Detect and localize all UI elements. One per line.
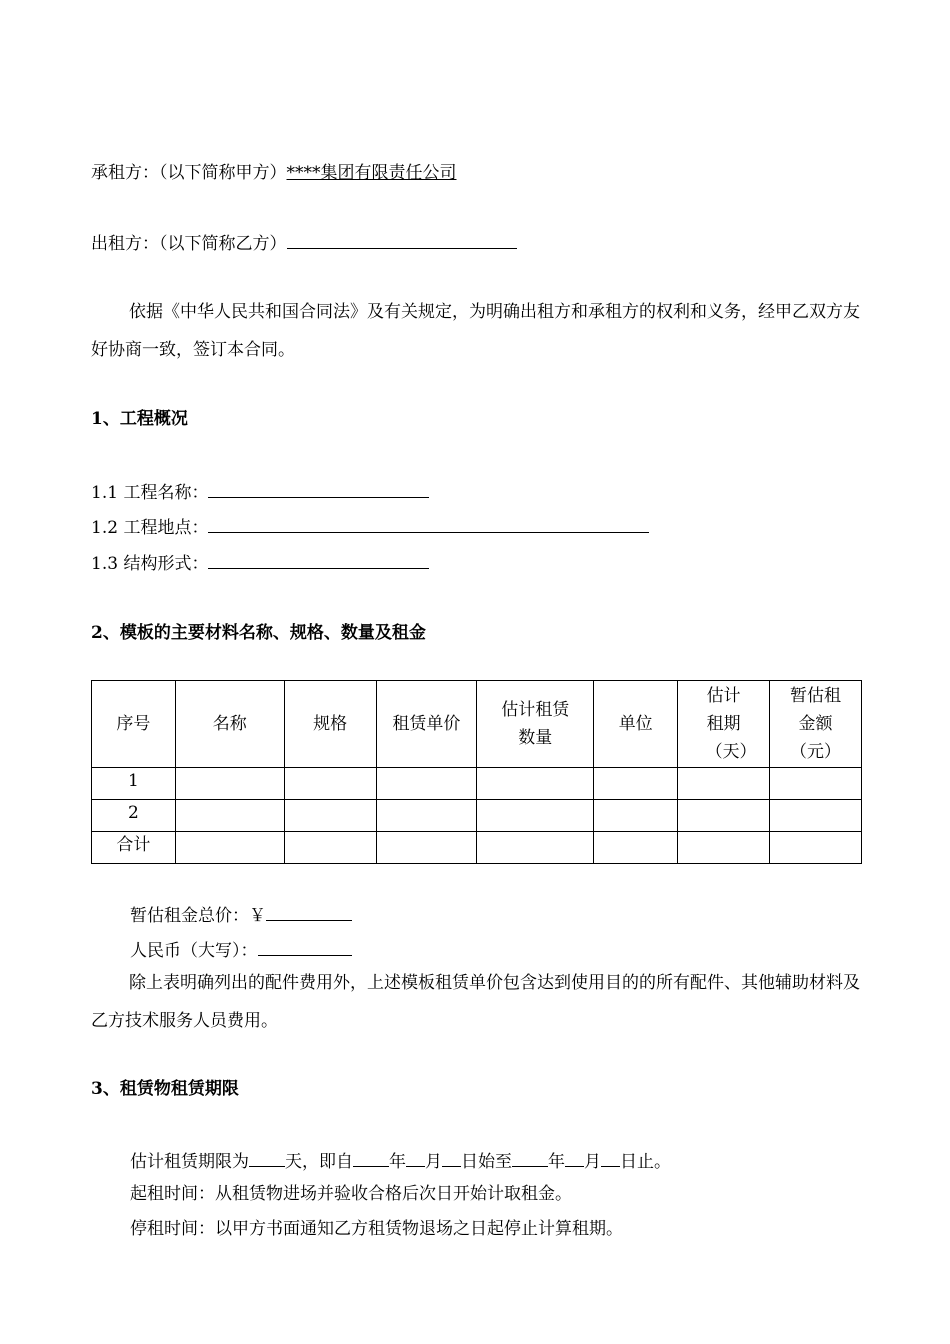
year-blank <box>512 1148 548 1167</box>
period-text: 年 <box>389 1152 406 1172</box>
table-cell <box>678 800 770 832</box>
total-label: 暂估租金总价：￥ <box>130 906 266 926</box>
table-cell <box>284 832 376 864</box>
table-header-row <box>92 681 862 768</box>
header-cell: 暂估租金额（元） <box>770 681 862 768</box>
start-rent-line: 起租时间：从租赁物进场并验收合格后次日开始计取租金。 <box>130 1184 572 1204</box>
table-cell: 1 <box>92 768 176 800</box>
intro-paragraph: 依据《中华人民共和国合同法》及有关规定，为明确出租方和承租方的权利和义务，经甲乙双方友好协商一致，签订本合同。 <box>91 302 860 360</box>
period-line <box>130 1148 671 1174</box>
structure-blank <box>208 550 429 569</box>
month-blank <box>406 1148 425 1167</box>
period-text: 估计租赁期限为 <box>130 1152 249 1172</box>
section2-title: 2、模板的主要材料名称、规格、数量及租金 <box>91 623 426 643</box>
table-cell <box>594 768 678 800</box>
project-name-label: 1.1 工程名称： <box>91 483 209 503</box>
period-text: 月 <box>425 1152 442 1172</box>
project-site-line <box>91 514 649 540</box>
lessee-line <box>91 161 457 185</box>
table-cell <box>284 768 376 800</box>
month-blank <box>565 1148 584 1167</box>
section3-title: 3、租赁物租赁期限 <box>91 1079 239 1099</box>
header-cell: 序号 <box>92 681 176 768</box>
total-line <box>130 902 352 928</box>
table-cell <box>678 832 770 864</box>
table-cell <box>376 800 477 832</box>
year-blank <box>353 1148 389 1167</box>
header-cell: 名称 <box>175 681 284 768</box>
table-cell <box>477 832 594 864</box>
table-cell <box>376 832 477 864</box>
period-text: 日始至 <box>461 1152 512 1172</box>
header-cell: 估计租期（天） <box>678 681 770 768</box>
day-blank <box>601 1148 620 1167</box>
structure-label: 1.3 结构形式： <box>91 554 209 574</box>
header-cell: 估计租赁数量 <box>477 681 594 768</box>
rmb-blank <box>258 937 352 956</box>
total-blank <box>266 902 352 921</box>
header-cell: 租赁单价 <box>376 681 477 768</box>
stop-rent-line: 停租时间：以甲方书面通知乙方租赁物退场之日起停止计算租期。 <box>130 1219 623 1239</box>
table-cell <box>175 800 284 832</box>
rmb-label: 人民币（大写）： <box>130 941 258 961</box>
project-site-label: 1.2 工程地点： <box>91 518 209 538</box>
lessee-name: ****集团有限责任公司 <box>286 163 457 183</box>
day-blank <box>442 1148 461 1167</box>
table-cell: 2 <box>92 800 176 832</box>
project-name-line <box>91 479 429 505</box>
days-blank <box>249 1148 285 1167</box>
structure-line <box>91 550 429 576</box>
project-name-blank <box>208 479 429 498</box>
table-cell <box>175 768 284 800</box>
table-cell <box>175 832 284 864</box>
note-paragraph: 除上表明确列出的配件费用外，上述模板租赁单价包含达到使用目的的所有配件、其他辅助材料及乙方技术服务人员费用。 <box>91 973 860 1031</box>
lessor-blank <box>287 230 517 249</box>
section1-title: 1、工程概况 <box>91 409 188 429</box>
table-row <box>92 832 862 864</box>
period-text: 年 <box>548 1152 565 1172</box>
table-cell <box>284 800 376 832</box>
header-cell: 规格 <box>284 681 376 768</box>
lessor-line <box>91 230 517 256</box>
table-cell: 合计 <box>92 832 176 864</box>
lessor-label: 出租方：（以下简称乙方） <box>91 234 287 254</box>
project-site-blank <box>208 514 649 533</box>
table-cell <box>770 800 862 832</box>
period-text: 月 <box>584 1152 601 1172</box>
table-cell <box>594 800 678 832</box>
period-text: 日止。 <box>620 1152 671 1172</box>
lessee-label: 承租方：（以下简称甲方） <box>91 163 287 183</box>
header-cell: 单位 <box>594 681 678 768</box>
table-cell <box>770 832 862 864</box>
table-cell <box>477 800 594 832</box>
table-cell <box>376 768 477 800</box>
period-text: 天，即自 <box>285 1152 353 1172</box>
table-cell <box>678 768 770 800</box>
materials-table <box>91 680 862 864</box>
table-cell <box>594 832 678 864</box>
table-cell <box>770 768 862 800</box>
table-row <box>92 768 862 800</box>
rmb-line <box>130 937 352 963</box>
table-row <box>92 800 862 832</box>
table-cell <box>477 768 594 800</box>
